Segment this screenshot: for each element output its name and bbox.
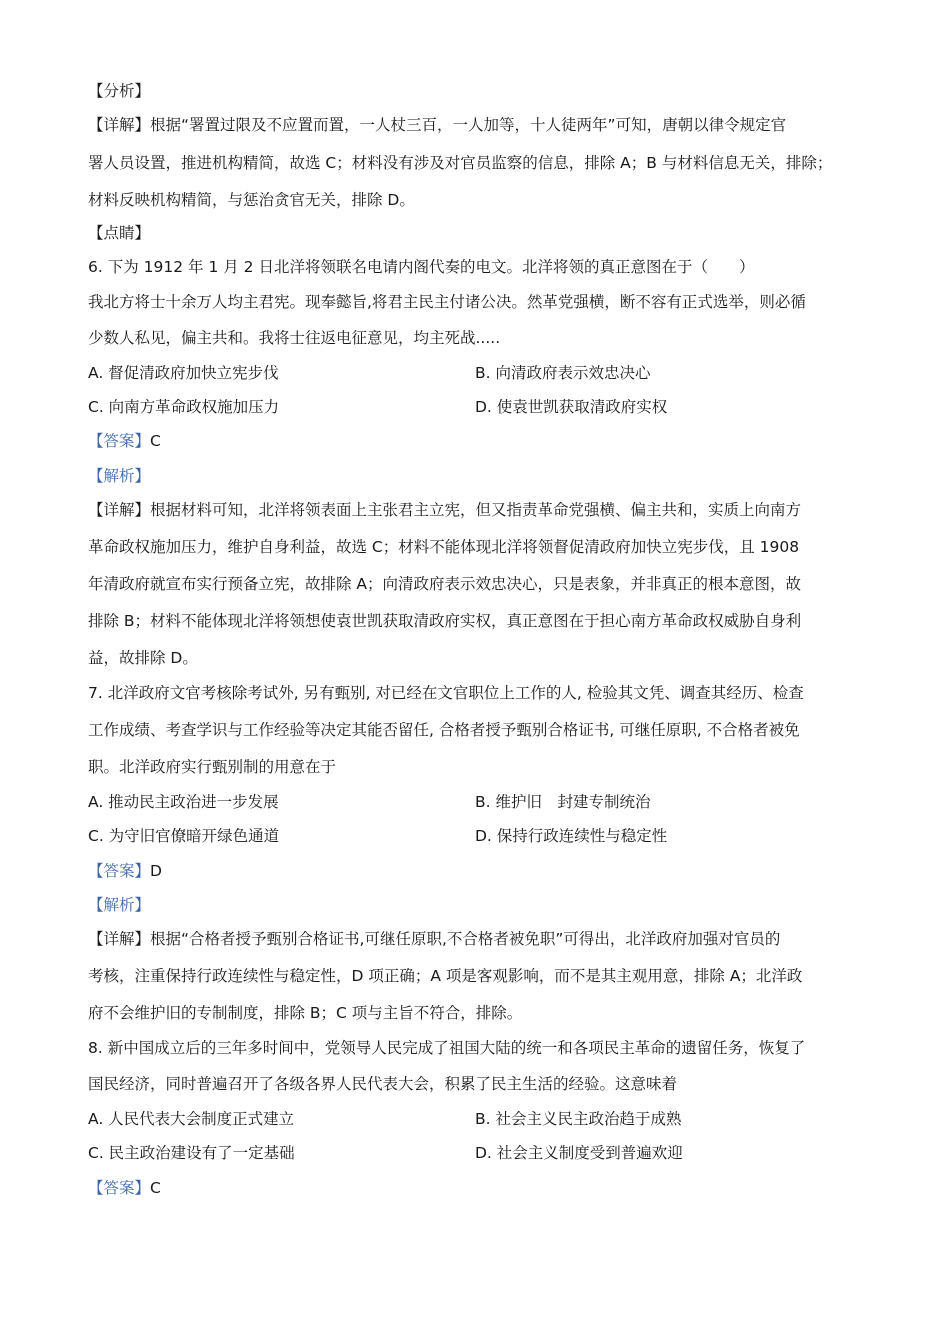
q7-analysis-label: 【解析】 [88,896,151,914]
q8-stem-line-2: 国民经济，同时普遍召开了各级各界人民代表大会，积累了民主生活的经验。这意味着 [88,1075,678,1093]
q5-analysis-label: 【分析】 [88,82,151,100]
q8-option-d: D. 社会主义制度受到普遍欢迎 [475,1144,683,1162]
q6-answer-line [88,431,161,451]
q6-option-b: B. 向清政府表示效忠决心 [475,364,651,382]
q7-detail-line-3: 府不会维护旧的专制制度，排除 B；C 项与主旨不符合，排除。 [88,1004,523,1022]
q7-option-b: B. 维护旧 封建专制统治 [475,793,651,811]
q6-detail-line-3: 年清政府就宣布实行预备立宪，故排除 A；向清政府表示效忠决心，只是表象，并非真正的根本意图，故 [88,575,802,593]
q8-answer-value: C [150,1179,161,1197]
q7-stem-line-1: 7. 北洋政府文官考核除考试外, 另有甄别, 对已经在文官职位上工作的人, 检验其文凭、调查其经历、检查 [88,684,804,702]
q6-stem: 6. 下为 1912 年 1 月 2 日北洋将领联名电请内阁代奏的电文。北洋将领的真正意图在于（ ） [88,258,755,276]
q8-option-c: C. 民主政治建设有了一定基础 [88,1144,295,1162]
q6-detail-line-2: 革命政权施加压力，维护自身利益，故选 C；材料不能体现北洋将领督促清政府加快立宪步伐，且 1908 [88,538,800,556]
q7-detail-line-1: 【详解】根据“合格者授予甄别合格证书,可继任原职,不合格者被免职”可得出，北洋政府加强对官员的 [88,930,781,948]
q8-stem-line-1: 8. 新中国成立后的三年多时间中，党领导人民完成了祖国大陆的统一和各项民主革命的遗留任务，恢复了 [88,1039,806,1057]
q6-material-line-1: 我北方将士十余万人均主君宪。现奉懿旨,将君主民主付诸公决。然革党强横，断不容有正式选举，则必循 [88,293,806,311]
q6-option-d: D. 使袁世凯获取清政府实权 [475,398,668,416]
q7-stem-line-2: 工作成绩、考查学识与工作经验等决定其能否留任, 合格者授予甄别合格证书, 可继任原职, 不合格者被免 [88,721,800,739]
q5-comment-label: 【点睛】 [88,224,151,242]
q7-option-a: A. 推动民主政治进一步发展 [88,793,279,811]
q6-material-line-2: 少数人私见，偏主共和。我将士往返电征意见，均主死战..... [88,329,501,347]
q7-answer-value: D [150,862,162,880]
q5-detail-line-1: 【详解】根据“署置过限及不应置而置，一人杖三百，一人加等，十人徒两年”可知，唐朝以律令规定官 [88,116,787,134]
q7-stem-line-3: 职。北洋政府实行甄别制的用意在于 [88,758,337,776]
q6-answer-value: C [150,432,161,450]
q6-option-a: A. 督促清政府加快立宪步伐 [88,364,279,382]
q6-detail-line-4: 排除 B；材料不能体现北洋将领想使袁世凯获取清政府实权，真正意图在于担心南方革命政权威胁自身利 [88,612,802,630]
q5-detail-line-3: 材料反映机构精简，与惩治贪官无关，排除 D。 [88,191,415,209]
q6-option-c: C. 向南方革命政权施加压力 [88,398,280,416]
q7-answer-label: 【答案】 [88,862,151,880]
q6-detail-line-1: 【详解】根据材料可知，北洋将领表面上主张君主立宪，但又指责革命党强横、偏主共和，实质上向南方 [88,501,802,519]
q7-option-c: C. 为守旧官僚暗开绿色通道 [88,827,280,845]
q7-option-d: D. 保持行政连续性与稳定性 [475,827,668,845]
q8-answer-label: 【答案】 [88,1179,151,1197]
q6-answer-label: 【答案】 [88,432,151,450]
q8-option-b: B. 社会主义民主政治趋于成熟 [475,1110,682,1128]
q7-detail-line-2: 考核，注重保持行政连续性与稳定性，D 项正确；A 项是客观影响，而不是其主观用意，排除 A；北洋政 [88,967,803,985]
q8-answer-line [88,1178,161,1198]
q5-detail-line-2: 署人员设置，推进机构精简，故选 C；材料没有涉及对官员监察的信息，排除 A；B 与材料信息无关，排除； [88,154,833,172]
q6-analysis-label: 【解析】 [88,467,151,485]
q7-answer-line [88,861,162,881]
q6-detail-line-5: 益，故排除 D。 [88,649,198,667]
q8-option-a: A. 人民代表大会制度正式建立 [88,1110,295,1128]
